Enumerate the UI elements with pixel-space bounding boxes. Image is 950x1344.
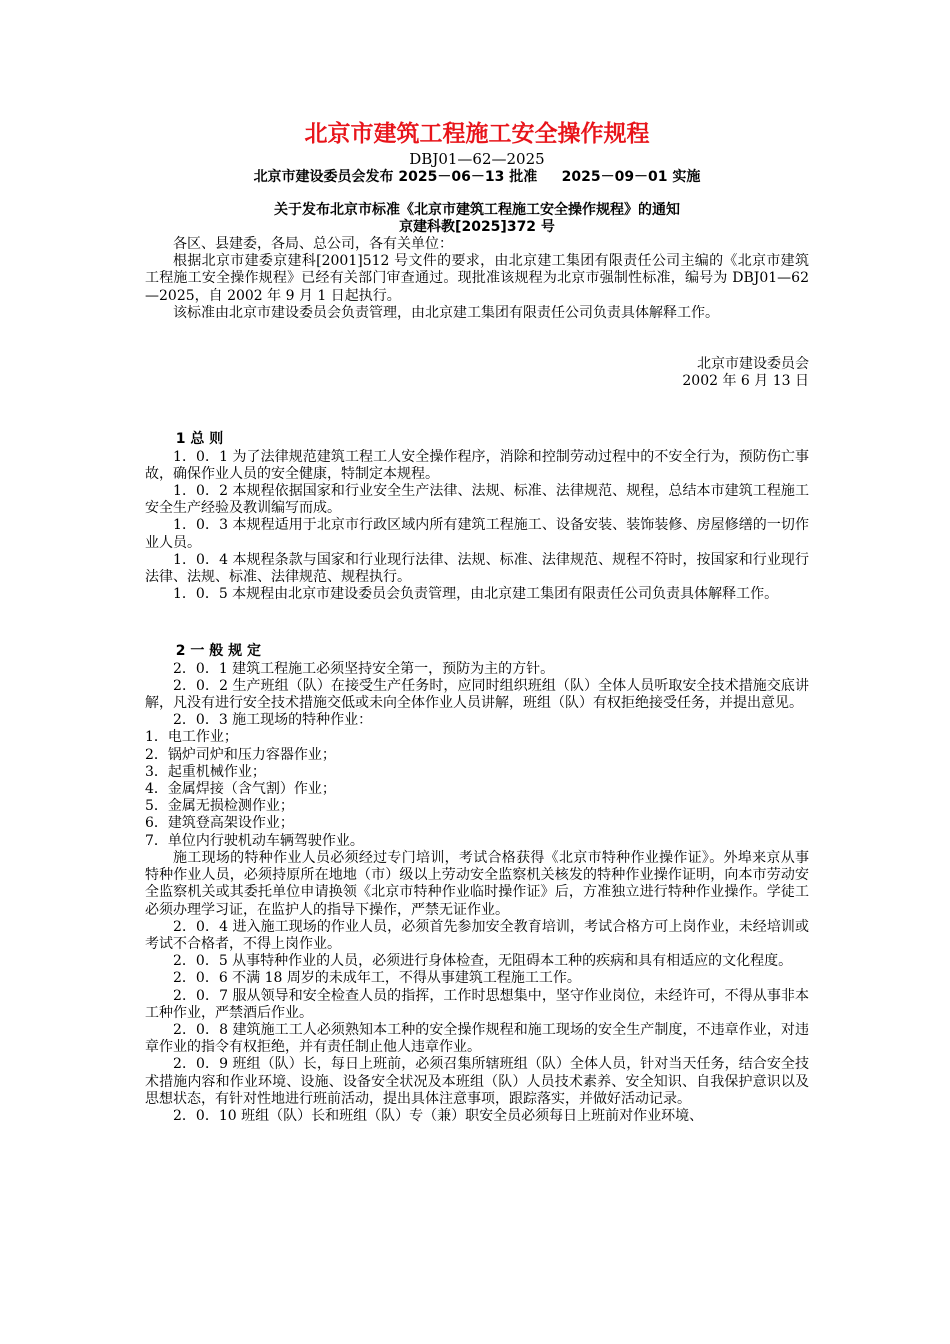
special-work-item: 1．电工作业； bbox=[145, 729, 238, 746]
special-work-item: 3．起重机械作业； bbox=[145, 763, 266, 780]
clause: 2．0．8 建筑施工工人必须熟知本工种的安全操作规程和施工现场的安全生产制度，不违章作业，对违章作业的指令有权拒绝，并有责任制止他人违章作业。 bbox=[145, 1021, 809, 1056]
publish-info: 北京市建设委员会发布 2025－06－13 批准 2025－09－01 实施 bbox=[253, 169, 701, 185]
clause: 2．0．7 服从领导和安全检查人员的指挥，工作时思想集中，坚守作业岗位，未经许可，不得从事非本工种作业，严禁酒后作业。 bbox=[145, 987, 809, 1021]
section-heading: 2 一 般 规 定 bbox=[175, 643, 262, 660]
clause: 1．0．1 为了法律规范建筑工程工人安全操作程序，消除和控制劳动过程中的不安全行为，预防伤亡事故，确保作业人员的安全健康，特制定本规程。 bbox=[145, 448, 809, 482]
clause: 1．0．5 本规程由北京市建设委员会负责管理，由北京建工集团有限责任公司负责具体解释工作。 bbox=[173, 586, 779, 603]
notice-title: 关于发布北京市标准《北京市建筑工程施工安全操作规程》的通知 bbox=[274, 202, 680, 218]
section-heading: 1 总 则 bbox=[175, 431, 224, 448]
notice-salutation: 各区、县建委，各局、总公司，各有关单位： bbox=[173, 236, 453, 252]
clause: 2．0．4 进入施工现场的作业人员，必须首先参加安全教育培训，考试合格方可上岗作业，未经培训或考试不合格者，不得上岗作业。 bbox=[145, 918, 809, 952]
notice-signature: 北京市建设委员会 bbox=[697, 356, 809, 373]
clause: 2．0．6 不满 18 周岁的未成年工，不得从事建筑工程施工工作。 bbox=[173, 970, 581, 987]
document-page bbox=[145, 118, 809, 1125]
special-work-item: 6．建筑登高架设作业； bbox=[145, 815, 294, 832]
standard-code: DBJ01—62—2025 bbox=[409, 150, 545, 168]
special-work-item: 4．金属焊接（含气割）作业； bbox=[145, 781, 336, 798]
document-title: 北京市建筑工程施工安全操作规程 bbox=[304, 121, 650, 147]
clause: 1．0．2 本规程依据国家和行业安全生产法律、法规、标准、法律规范、规程，总结本市建筑工程施工安全生产经验及教训编写而成。 bbox=[145, 483, 809, 517]
notice-paragraph: 根据北京市建委京建科[2001]512 号文件的要求，由北京建工集团有限责任公司主编的《北京市建筑工程施工安全操作规程》已经有关部门审查通过。现批准该规程为北京市强制性标准，编号为 DBJ01—62—2025，自 2002 年 9 月 1 日起执行。 bbox=[145, 253, 809, 304]
clause: 2．0．3 施工现场的特种作业： bbox=[173, 712, 373, 729]
special-work-item: 2．锅炉司炉和压力容器作业； bbox=[145, 746, 336, 763]
clause: 2．0．9 班组（队）长，每日上班前，必须召集所辖班组（队）全体人员，针对当天任务，结合安全技术措施内容和作业环境、设施、设备安全状况及本班组（队）人员技术素养、安全知识、自我保护意识以及思想状态，有针对性地进行班前活动，提出具体注意事项，跟踪落实，并做好活动记录。 bbox=[145, 1056, 809, 1107]
special-work-item: 7．单位内行驶机动车辆驾驶作业。 bbox=[145, 832, 364, 849]
clause: 2．0．2 生产班组（队）在接受生产任务时，应同时组织班组（队）全体人员听取安全技术措施交底讲解，凡没有进行安全技术措施交低或未向全体作业人员讲解，班组（队）有权拒绝接受任务，并提出意见。 bbox=[145, 677, 809, 712]
notice-number: 京建科教[2025]372 号 bbox=[399, 219, 555, 235]
special-work-item: 5．金属无损检测作业； bbox=[145, 798, 294, 815]
clause: 1．0．3 本规程适用于北京市行政区域内所有建筑工程施工、设备安装、装饰装修、房屋修缮的一切作业人员。 bbox=[145, 517, 809, 551]
clause: 2．0．5 从事特种作业的人员，必须进行身体检查，无阻碍本工种的疾病和具有相适应的文化程度。 bbox=[173, 953, 793, 970]
clause: 2．0．10 班组（队）长和班组（队）专（兼）职安全员必须每日上班前对作业环境、 bbox=[173, 1107, 704, 1124]
clause: 施工现场的特种作业人员必须经过专门培训，考试合格获得《北京市特种作业操作证》。外埠来京从事特种作业人员，必须持原所在地地（市）级以上劳动安全监察机关核发的特种作业操作证明，向本市劳动安全监察机关或其委托单位申请换领《北京市特种作业临时操作证》后，方准独立进行特种作业操作。学徒工必须办理学习证，在监护人的指导下操作，严禁无证作业。 bbox=[145, 849, 809, 918]
clause: 2．0．1 建筑工程施工必须坚持安全第一，预防为主的方针。 bbox=[173, 660, 555, 677]
notice-date: 2002 年 6 月 13 日 bbox=[682, 373, 809, 390]
clause: 1．0．4 本规程条款与国家和行业现行法律、法规、标准、法律规范、规程不符时，按国家和行业现行法律、法规、标准、法律规范、规程执行。 bbox=[145, 551, 809, 586]
notice-paragraph: 该标准由北京市建设委员会负责管理，由北京建工集团有限责任公司负责具体解释工作。 bbox=[173, 304, 719, 321]
